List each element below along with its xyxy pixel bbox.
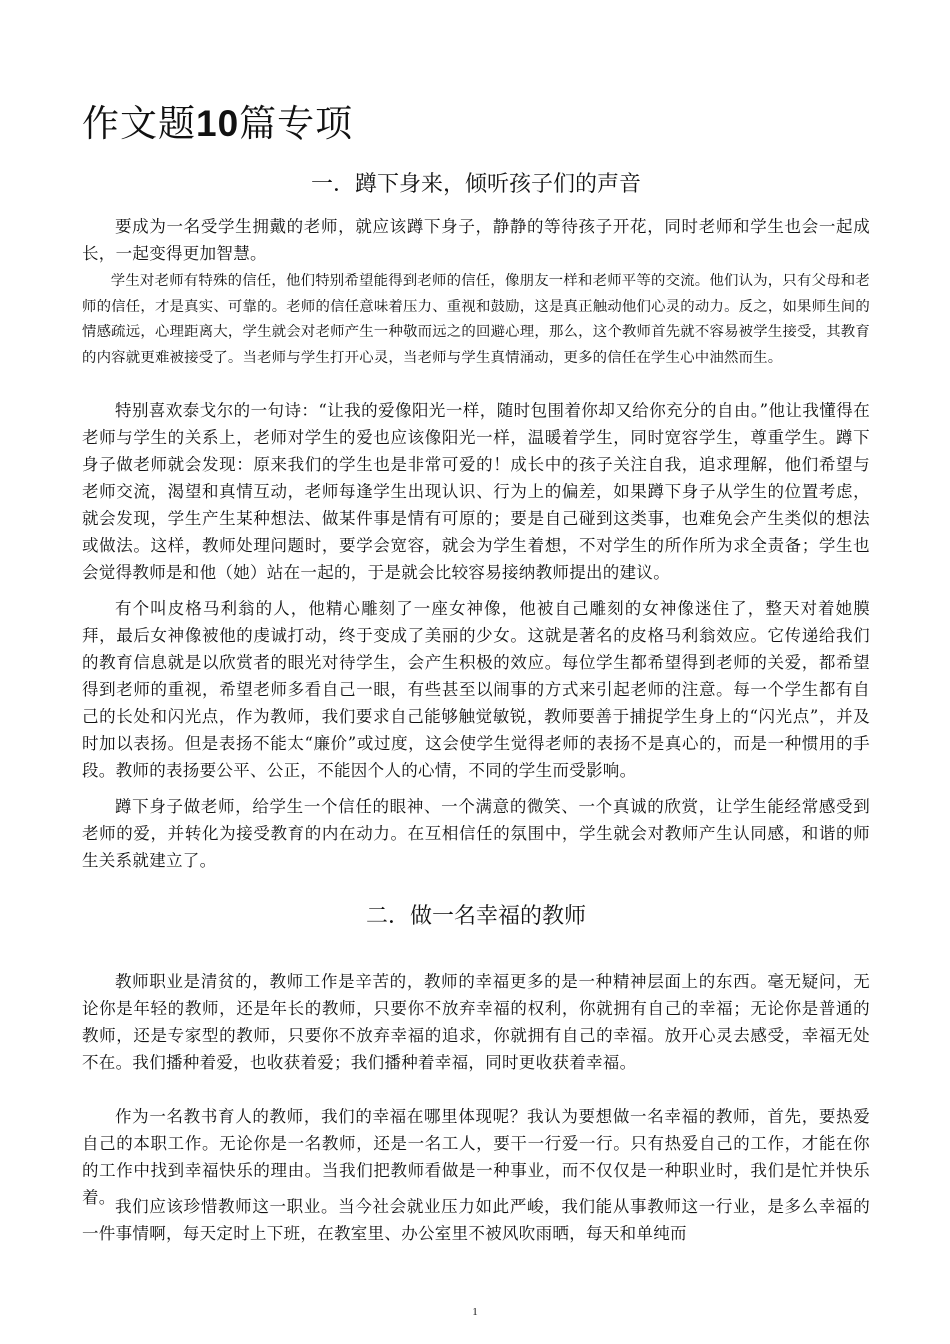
section-2-heading: 二．做一名幸福的教师 (365, 904, 586, 929)
title-text: 作文题 (82, 102, 196, 145)
section-1-heading: 一．蹲下身来，倾听孩子们的声音 (310, 172, 641, 197)
section-2-paragraph-3: 我们应该珍惜教师这一职业。当今社会就业压力如此严峻，我们能从事教师这一行业，是多么幸福的一件事情啊，每天定时上下班，在教室里、办公室里不被风吹雨晒，每天和单纯而 (82, 1197, 870, 1243)
section-1-paragraph-2: 学生对老师有特殊的信任，他们特别希望能得到老师的信任，像朋友一样和老师平等的交流。他们认为，只有父母和老师的信任，才是真实、可靠的。老师的信任意味着压力、重视和鼓励，这是真正触动他们心灵的动力。反之，如果师生间的情感疏远，心理距离大，学生就会对老师产生一种敬而远之的回避心理，那么，这个教师首先就不容易被学生接受，其教育的内容就更难被接受了。当老师与学生打开心灵，当老师与学生真情涌动，更多的信任在学生心中油然而生。 (82, 273, 870, 366)
document-title (82, 100, 353, 148)
section-1-paragraph-3: 特别喜欢泰戈尔的一句诗：“让我的爱像阳光一样，随时包围着你却又给你充分的自由。”他让我懂得在老师与学生的关系上，老师对学生的爱也应该像阳光一样，温暖着学生，同时宽容学生，尊重学生。蹲下身子做老师就会发现：原来我们的学生也是非常可爱的！成长中的孩子关注自我，追求理解，他们希望与老师交流，渴望和真情互动，老师每逢学生出现认识、行为上的偏差，如果蹲下身子从学生的位置考虑，就会发现，学生产生某种想法、做某件事是情有可原的；要是自己碰到这类事，也难免会产生类似的想法或做法。这样，教师处理问题时，要学会宽容，就会为学生着想，不对学生的所作所为求全责备；学生也会觉得教师是和他（她）站在一起的，于是就会比较容易接纳教师提出的建议。 (82, 401, 870, 582)
section-2-paragraph-1: 教师职业是清贫的，教师工作是辛苦的，教师的幸福更多的是一种精神层面上的东西。毫无疑问，无论你是年轻的教师，还是年长的教师，只要你不放弃幸福的权利，你就拥有自己的幸福；无论你是普通的教师，还是专家型的教师，只要你不放弃幸福的追求，你就拥有自己的幸福。放开心灵去感受，幸福无处不在。我们播种着爱，也收获着爱；我们播种着幸福，同时更收获着幸福。 (82, 972, 870, 1072)
title-number: 10 (196, 103, 240, 144)
page-number: 1 (472, 1306, 478, 1318)
section-2-paragraph-2: 作为一名教书育人的教师，我们的幸福在哪里体现呢？我认为要想做一名幸福的教师，首先，要热爱自己的本职工作。无论你是一名教师，还是一名工人，要干一行爱一行。只有热爱自己的工作，才能在你的工作中找到幸福快乐的理由。当我们把教师看做是一种事业，而不仅仅是一种职业时，我们是忙并快乐着。 (82, 1107, 870, 1207)
section-1-paragraph-1: 要成为一名受学生拥戴的老师，就应该蹲下身子，静静的等待孩子开花，同时老师和学生也会一起成长，一起变得更加智慧。 (82, 217, 870, 263)
section-1-paragraph-5: 蹲下身子做老师，给学生一个信任的眼神、一个满意的微笑、一个真诚的欣赏，让学生能经常感受到老师的爱，并转化为接受教育的内在动力。在互相信任的氛围中，学生就会对教师产生认同感，和谐的师生关系就建立了。 (82, 797, 870, 870)
title-suffix: 篇专项 (239, 102, 354, 145)
section-1-paragraph-4: 有个叫皮格马利翁的人，他精心雕刻了一座女神像，他被自己雕刻的女神像迷住了，整天对着她膜拜，最后女神像被他的虔诚打动，终于变成了美丽的少女。这就是著名的皮格马利翁效应。它传递给我们的教育信息就是以欣赏者的眼光对待学生，会产生积极的效应。每位学生都希望得到老师的关爱，都希望得到老师的重视，希望老师多看自己一眼，有些甚至以闹事的方式来引起老师的注意。每一个学生都有自己的长处和闪光点，作为教师，我们要求自己能够触觉敏锐，教师要善于捕捉学生身上的“闪光点”，并及时加以表扬。但是表扬不能太“廉价”或过度，这会使学生觉得老师的表扬不是真心的，而是一种惯用的手段。教师的表扬要公平、公正，不能因个人的心情，不同的学生而受影响。 (82, 599, 870, 780)
